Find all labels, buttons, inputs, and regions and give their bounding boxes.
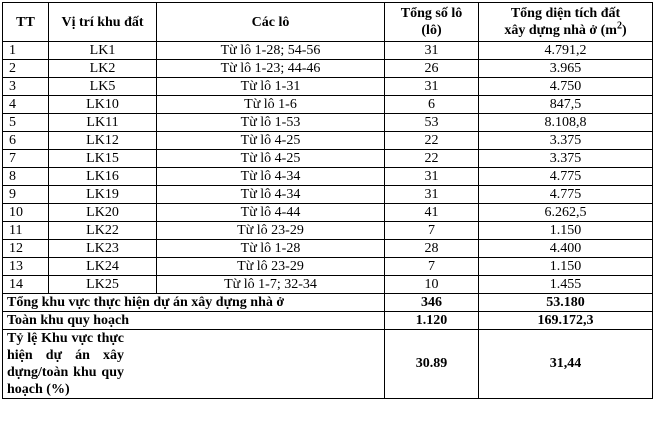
table-row — [3, 96, 653, 114]
cell-count: 26 — [385, 60, 479, 78]
header-area-line2: xây dựng nhà ở (m — [504, 23, 617, 38]
cell-area: 4.775 — [479, 168, 653, 186]
cell-tt: 5 — [3, 114, 49, 132]
cell-lots: Từ lô 1-31 — [157, 78, 385, 96]
table-row — [3, 42, 653, 60]
cell-lots: Từ lô 23-29 — [157, 222, 385, 240]
ratio-row — [3, 330, 653, 399]
cell-lots: Từ lô 4-44 — [157, 204, 385, 222]
cell-location: LK20 — [49, 204, 157, 222]
total-plan-row — [3, 312, 653, 330]
table-row — [3, 60, 653, 78]
cell-count: 53 — [385, 114, 479, 132]
ratio-label: Tỷ lệ Khu vực thực hiện dự án xây dựng/toàn khu quy hoạch (%) — [3, 330, 385, 399]
table-row — [3, 276, 653, 294]
total-project-label: Tổng khu vực thực hiện dự án xây dựng nhà ở — [3, 294, 385, 312]
total-plan-label: Toàn khu quy hoạch — [3, 312, 385, 330]
table-row — [3, 78, 653, 96]
cell-location: LK11 — [49, 114, 157, 132]
cell-tt: 12 — [3, 240, 49, 258]
cell-tt: 7 — [3, 150, 49, 168]
cell-lots: Từ lô 4-25 — [157, 150, 385, 168]
cell-count: 41 — [385, 204, 479, 222]
cell-tt: 13 — [3, 258, 49, 276]
cell-location: LK16 — [49, 168, 157, 186]
cell-location: LK2 — [49, 60, 157, 78]
planning-table — [2, 2, 653, 399]
cell-location: LK23 — [49, 240, 157, 258]
header-lot-count-line2: (lô) — [421, 23, 442, 38]
header-lot-count-line1: Tổng số lô — [400, 6, 463, 21]
table-row — [3, 240, 653, 258]
cell-count: 31 — [385, 168, 479, 186]
cell-area: 8.108,8 — [479, 114, 653, 132]
cell-location: LK24 — [49, 258, 157, 276]
cell-area: 3.375 — [479, 150, 653, 168]
cell-area: 847,5 — [479, 96, 653, 114]
header-area-close: ) — [621, 23, 627, 38]
table-row — [3, 186, 653, 204]
cell-location: LK12 — [49, 132, 157, 150]
cell-lots: Từ lô 1-23; 44-46 — [157, 60, 385, 78]
cell-tt: 4 — [3, 96, 49, 114]
header-area-line1: Tổng diện tích đất — [510, 6, 621, 21]
cell-tt: 11 — [3, 222, 49, 240]
table-header-row — [3, 3, 653, 42]
cell-tt: 9 — [3, 186, 49, 204]
cell-area: 1.455 — [479, 276, 653, 294]
total-plan-count: 1.120 — [385, 312, 479, 330]
cell-location: LK10 — [49, 96, 157, 114]
cell-tt: 3 — [3, 78, 49, 96]
cell-location: LK22 — [49, 222, 157, 240]
cell-count: 7 — [385, 222, 479, 240]
cell-tt: 6 — [3, 132, 49, 150]
cell-tt: 14 — [3, 276, 49, 294]
header-location: Vị trí khu đất — [49, 3, 157, 42]
table-row — [3, 258, 653, 276]
header-lot-count — [385, 3, 479, 42]
total-plan-area: 169.172,3 — [479, 312, 653, 330]
total-project-count: 346 — [385, 294, 479, 312]
cell-lots: Từ lô 1-7; 32-34 — [157, 276, 385, 294]
cell-lots: Từ lô 4-34 — [157, 186, 385, 204]
total-project-row — [3, 294, 653, 312]
cell-lots: Từ lô 1-28; 54-56 — [157, 42, 385, 60]
table-row — [3, 150, 653, 168]
cell-tt: 2 — [3, 60, 49, 78]
cell-area: 6.262,5 — [479, 204, 653, 222]
cell-area: 3.965 — [479, 60, 653, 78]
cell-tt: 10 — [3, 204, 49, 222]
cell-tt: 8 — [3, 168, 49, 186]
table-row — [3, 132, 653, 150]
header-area-sup: 2 — [616, 20, 622, 32]
cell-area: 4.750 — [479, 78, 653, 96]
cell-count: 6 — [385, 96, 479, 114]
cell-count: 7 — [385, 258, 479, 276]
cell-area: 4.791,2 — [479, 42, 653, 60]
cell-lots: Từ lô 23-29 — [157, 258, 385, 276]
cell-count: 31 — [385, 42, 479, 60]
cell-area: 3.375 — [479, 132, 653, 150]
cell-area: 1.150 — [479, 222, 653, 240]
header-area — [479, 3, 653, 42]
cell-location: LK19 — [49, 186, 157, 204]
cell-location: LK15 — [49, 150, 157, 168]
cell-location: LK1 — [49, 42, 157, 60]
cell-count: 10 — [385, 276, 479, 294]
table-row — [3, 204, 653, 222]
cell-area: 1.150 — [479, 258, 653, 276]
cell-location: LK25 — [49, 276, 157, 294]
cell-lots: Từ lô 4-25 — [157, 132, 385, 150]
header-tt: TT — [3, 3, 49, 42]
cell-lots: Từ lô 1-53 — [157, 114, 385, 132]
cell-lots: Từ lô 1-28 — [157, 240, 385, 258]
total-project-area: 53.180 — [479, 294, 653, 312]
cell-count: 31 — [385, 186, 479, 204]
ratio-area: 31,44 — [479, 330, 653, 399]
cell-tt: 1 — [3, 42, 49, 60]
header-lots: Các lô — [157, 3, 385, 42]
ratio-count: 30.89 — [385, 330, 479, 399]
table-row — [3, 114, 653, 132]
cell-count: 28 — [385, 240, 479, 258]
cell-count: 22 — [385, 150, 479, 168]
table-row — [3, 222, 653, 240]
table-row — [3, 168, 653, 186]
cell-area: 4.400 — [479, 240, 653, 258]
cell-count: 31 — [385, 78, 479, 96]
cell-area: 4.775 — [479, 186, 653, 204]
cell-location: LK5 — [49, 78, 157, 96]
cell-lots: Từ lô 1-6 — [157, 96, 385, 114]
cell-count: 22 — [385, 132, 479, 150]
cell-lots: Từ lô 4-34 — [157, 168, 385, 186]
